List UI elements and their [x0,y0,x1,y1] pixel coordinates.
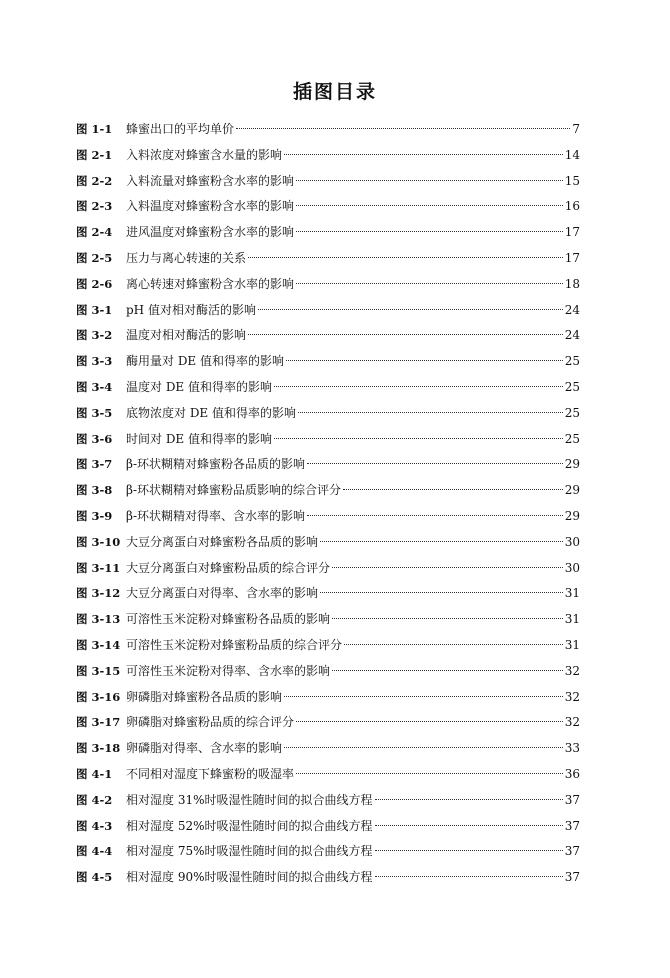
figure-title: 相对湿度 75%时吸湿性随时间的拟合曲线方程 [126,844,373,859]
figure-label: 图 2-4 [76,225,113,240]
dot-leader [307,515,563,516]
toc-entry[interactable] [76,530,580,556]
figure-label: 图 4-5 [76,870,113,885]
page-number: 31 [564,612,580,627]
toc-entry[interactable] [76,607,580,633]
page-number: 29 [564,508,580,523]
dot-leader [258,309,563,310]
figure-title: 大豆分离蛋白对得率、含水率的影响 [126,586,319,601]
toc-entry[interactable] [76,323,580,349]
figure-label: 图 4-4 [76,844,113,859]
toc-entry[interactable] [76,839,580,865]
figure-label: 图 3-11 [76,560,121,575]
figure-title: 卵磷脂对得率、含水率的影响 [126,741,283,756]
dot-leader [286,360,563,361]
figure-title: 入料浓度对蜂蜜含水量的影响 [126,147,283,162]
toc-entry[interactable] [76,272,580,298]
figure-title: 温度对 DE 值和得率的影响 [126,379,273,394]
page-number: 37 [564,870,580,885]
dot-leader [320,541,563,542]
page-number: 18 [564,276,580,291]
page-number: 31 [564,637,580,652]
figure-title: β-环状糊精对得率、含水率的影响 [126,508,305,523]
page-number: 15 [564,173,580,188]
page-number: 17 [564,225,580,240]
figure-title: 卵磷脂对蜂蜜粉各品质的影响 [126,689,283,704]
page-number: 30 [564,534,580,549]
toc-entry[interactable] [76,349,580,375]
figure-label: 图 3-13 [76,612,121,627]
figure-label: 图 3-6 [76,431,113,446]
figure-label: 图 3-2 [76,328,113,343]
toc-entry[interactable] [76,504,580,530]
page-number: 25 [564,354,580,369]
figure-label: 图 4-1 [76,766,113,781]
page-number: 37 [564,818,580,833]
page-number: 7 [572,122,580,136]
toc-entry[interactable] [76,788,580,814]
figure-label: 图 1-1 [76,122,113,136]
figure-label: 图 3-10 [76,534,121,549]
dot-leader [296,205,563,206]
toc-entry[interactable] [76,375,580,401]
toc-entry[interactable] [76,814,580,840]
figure-title: 进风温度对蜂蜜粉含水率的影响 [126,225,295,240]
page-number: 25 [564,431,580,446]
toc-entry[interactable] [76,401,580,427]
dot-leader [307,463,563,464]
figure-label: 图 3-9 [76,508,113,523]
toc-entry[interactable] [76,478,580,504]
dot-leader [296,180,563,181]
dot-leader [296,721,563,722]
toc-entry[interactable] [76,762,580,788]
dot-leader [332,618,563,619]
figure-label: 图 4-3 [76,818,113,833]
dot-leader [274,438,563,439]
figure-title: β-环状糊精对蜂蜜粉品质影响的综合评分 [126,483,341,498]
page-number: 25 [564,379,580,394]
page-number: 32 [564,663,580,678]
figure-title: 入料流量对蜂蜜粉含水率的影响 [126,173,295,188]
dot-leader [284,747,563,748]
dot-leader [332,567,563,568]
dot-leader [248,257,563,258]
figure-label: 图 3-4 [76,379,113,394]
dot-leader [296,773,563,774]
dot-leader [343,489,563,490]
figure-title: 温度对相对酶活的影响 [126,328,247,343]
figure-title: 酶用量对 DE 值和得率的影响 [126,354,285,369]
page-number: 17 [564,250,580,265]
dot-leader [284,154,563,155]
toc-entry[interactable] [76,736,580,762]
figure-label: 图 2-1 [76,147,113,162]
figure-label: 图 2-2 [76,173,113,188]
page-number: 24 [564,302,580,317]
figure-label: 图 3-5 [76,405,113,420]
dot-leader [375,825,563,826]
figure-label: 图 3-18 [76,741,121,756]
figure-title: 大豆分离蛋白对蜂蜜粉各品质的影响 [126,534,319,549]
dot-leader [332,670,563,671]
figure-title: 离心转速对蜂蜜粉含水率的影响 [126,276,295,291]
dot-leader [274,386,563,387]
toc-entry[interactable] [76,117,580,143]
toc-entry[interactable] [76,685,580,711]
figure-title: 时间对 DE 值和得率的影响 [126,431,273,446]
page-number: 36 [564,766,580,781]
toc-entry[interactable] [76,246,580,272]
figure-label: 图 2-3 [76,199,113,214]
figure-title: 相对湿度 90%时吸湿性随时间的拟合曲线方程 [126,870,373,885]
page-number: 29 [564,483,580,498]
figure-label: 图 3-12 [76,586,121,601]
toc-entry[interactable] [76,427,580,453]
dot-leader [236,128,570,129]
toc-entry[interactable] [76,556,580,582]
dot-leader [248,334,563,335]
toc-entry[interactable] [76,659,580,685]
figure-title: 入料温度对蜂蜜粉含水率的影响 [126,199,295,214]
figure-title: 相对湿度 31%时吸湿性随时间的拟合曲线方程 [126,792,373,807]
dot-leader [375,876,563,877]
figure-title: 卵磷脂对蜂蜜粉品质的综合评分 [126,715,295,730]
page-number: 25 [564,405,580,420]
toc-entry[interactable] [76,298,580,324]
page-number: 16 [564,199,580,214]
toc-entry[interactable] [76,194,580,220]
toc-entry[interactable] [76,452,580,478]
toc-entry[interactable] [76,220,580,246]
figure-label: 图 3-14 [76,637,121,652]
page-number: 29 [564,457,580,472]
page-number: 33 [564,741,580,756]
figure-title: 蜂蜜出口的平均单价 [126,122,235,136]
figure-title: 相对湿度 52%时吸湿性随时间的拟合曲线方程 [126,818,373,833]
dot-leader [298,412,563,413]
toc-entry[interactable] [76,169,580,195]
figure-title: 大豆分离蛋白对蜂蜜粉品质的综合评分 [126,560,331,575]
figure-title: 底物浓度对 DE 值和得率的影响 [126,405,297,420]
figure-label: 图 2-5 [76,250,113,265]
figure-title: 可溶性玉米淀粉对得率、含水率的影响 [126,663,331,678]
page-number: 37 [564,844,580,859]
page-number: 37 [564,792,580,807]
page-number: 30 [564,560,580,575]
figure-label: 图 3-17 [76,715,121,730]
figure-label: 图 4-2 [76,792,113,807]
toc-entry[interactable] [76,143,580,169]
page-number: 14 [564,147,580,162]
dot-leader [296,283,563,284]
figure-label: 图 2-6 [76,276,113,291]
figure-title: 可溶性玉米淀粉对蜂蜜粉各品质的影响 [126,612,331,627]
figure-label: 图 3-8 [76,483,113,498]
dot-leader [296,231,563,232]
figure-title: 可溶性玉米淀粉对蜂蜜粉品质的综合评分 [126,637,343,652]
toc-entry[interactable] [76,710,580,736]
figure-label: 图 3-1 [76,302,113,317]
dot-leader [375,850,563,851]
figure-title: 压力与离心转速的关系 [126,250,247,265]
toc-entry[interactable] [76,581,580,607]
figure-label: 图 3-15 [76,663,121,678]
figure-title: 不同相对湿度下蜂蜜粉的吸湿率 [126,766,295,781]
page-number: 32 [564,715,580,730]
figure-title: β-环状糊精对蜂蜜粉各品质的影响 [126,457,305,472]
page-number: 31 [564,586,580,601]
figure-label: 图 3-7 [76,457,113,472]
page-number: 24 [564,328,580,343]
dot-leader [320,592,563,593]
figure-list [76,117,580,891]
figure-label: 图 3-3 [76,354,113,369]
figure-label: 图 3-16 [76,689,121,704]
dot-leader [284,696,563,697]
page-number: 32 [564,689,580,704]
dot-leader [344,644,563,645]
toc-entry[interactable] [76,633,580,659]
page-title: 插图目录 [292,81,377,103]
dot-leader [375,799,563,800]
toc-entry[interactable] [76,865,580,891]
figure-title: pH 值对相对酶活的影响 [126,302,256,317]
